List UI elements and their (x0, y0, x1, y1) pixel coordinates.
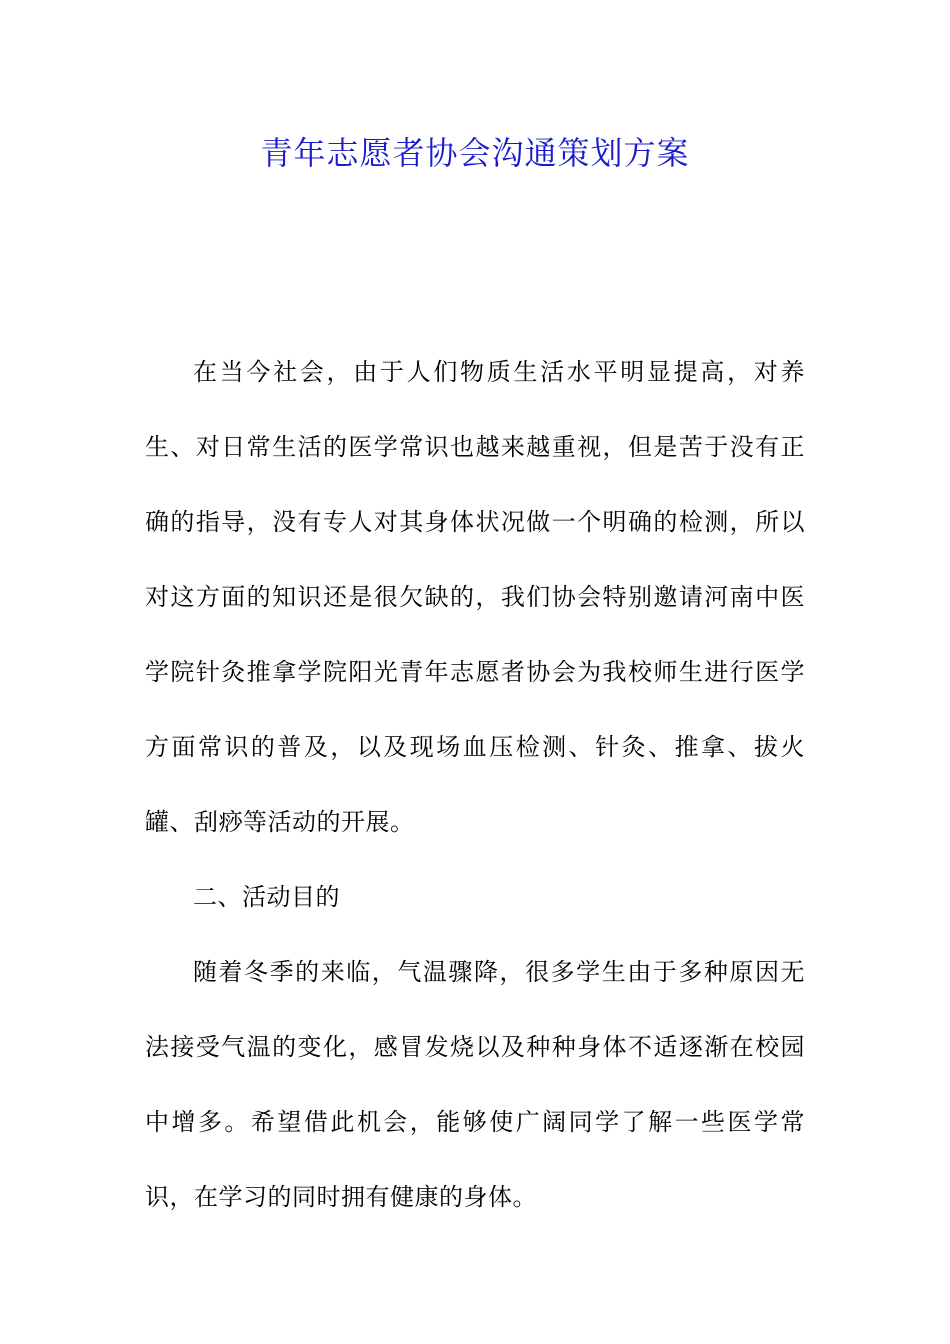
section-heading-purpose: 二、活动目的 (193, 883, 340, 911)
document-body (145, 335, 805, 1235)
paragraph-intro: 在当今社会，由于人们物质生活水平明显提高，对养生、对日常生活的医学常识也越来越重视，但是苦于没有正确的指导，没有专人对其身体状况做一个明确的检测，所以对这方面的知识还是很欠缺的，我们协会特别邀请河南中医学院针灸推拿学院阳光青年志愿者协会为我校师生进行医学方面常识的普及，以及现场血压检测、针灸、推拿、拔火罐、刮痧等活动的开展。 (145, 358, 805, 836)
document-title: 青年志愿者协会沟通策划方案 (260, 134, 690, 172)
paragraph-purpose: 随着冬季的来临，气温骤降，很多学生由于多种原因无法接受气温的变化，感冒发烧以及种种身体不适逐渐在校园中增多。希望借此机会，能够使广阔同学了解一些医学常识，在学习的同时拥有健康的身体。 (145, 958, 805, 1211)
